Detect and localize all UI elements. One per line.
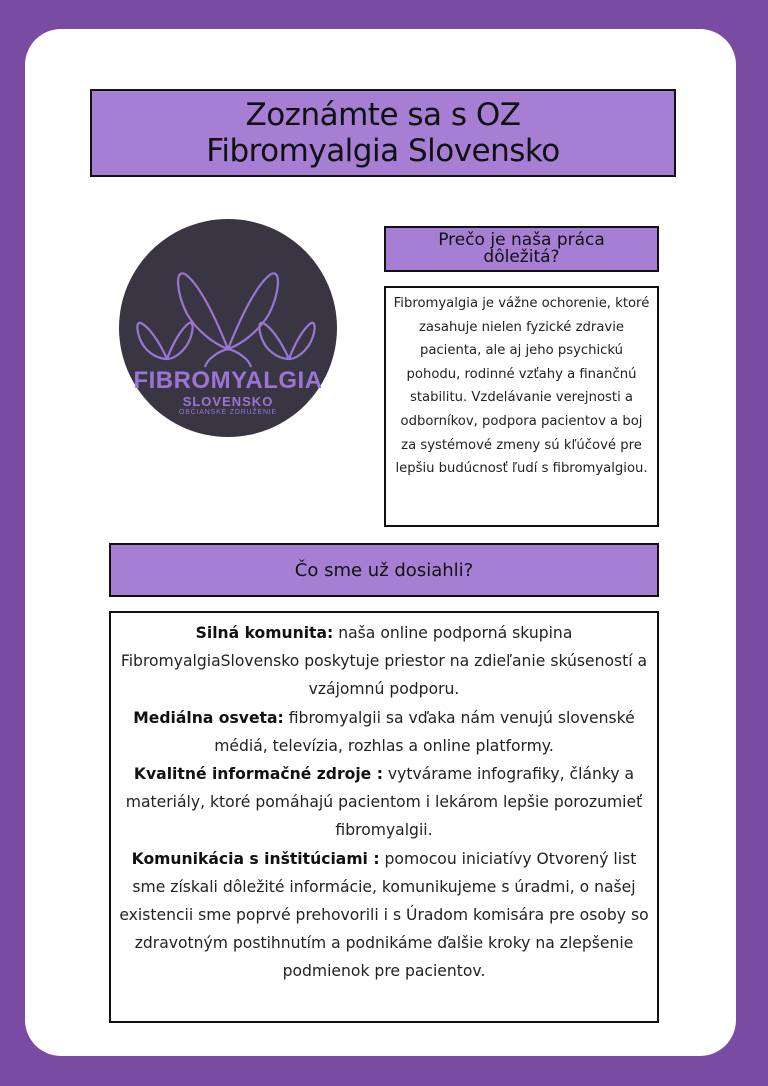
achievement-label: Silná komunita: (195, 624, 334, 642)
why-heading-line-2: dôležitá? (483, 247, 560, 267)
logo-main-text: FIBROMYALGIA (133, 367, 323, 394)
achievement-text: naša online podporná skupina FibromyalgiaSlovensko poskytuje priestor na zdieľanie skúseností a vzájomnú podporu. (120, 624, 648, 699)
achievement-item (115, 760, 653, 845)
title-line-1: Zoznámte sa s OZ (245, 97, 521, 133)
achievement-item (115, 704, 653, 760)
why-heading (384, 226, 659, 272)
logo-tagline: OBČIANSKE ZDRUŽENIE (178, 409, 278, 416)
achievement-text: fibromyalgii sa vďaka nám venujú slovenské médiá, televízia, rozhlas a online platformy. (214, 708, 635, 755)
why-body-text: Fibromyalgia je vážne ochorenie, ktoré zasahuje nielen fyzické zdravie pacienta, ale aj jeho psychickú pohodu, rodinné vzťahy a finančnú stabilitu. Vzdelávanie verejnosti a odborníkov, podpora pacientov a boj za systémové zmeny sú kľúčové pre lepšiu budúcnosť ľudí s fibromyalgiou. (384, 286, 659, 527)
achievement-label: Komunikácia s inštitúciami : (131, 849, 380, 868)
title-line-2: Fibromyalgia Slovensko (206, 133, 560, 169)
achievement-label: Kvalitné informačné zdroje : (133, 765, 383, 784)
why-heading-line-1: Prečo je naša práca (438, 230, 605, 250)
achievement-text: pomocou iniciatívy Otvorený list sme získali dôležité informácie, komunikujeme s úradmi, o našej existencii sme poprvé prehovorili i s Úradom komisára pre osoby so zdravotným postihnutím a podnikáme ďalšie kroky na zlepšenie podmienok pre pacientov. (119, 849, 649, 981)
achievements-list (109, 611, 659, 1023)
page-title (90, 89, 676, 177)
achievement-label: Mediálna osveta: (133, 708, 284, 727)
achievement-item (115, 619, 653, 704)
organization-logo (119, 219, 337, 437)
logo-sub-text: SLOVENSKO (182, 394, 274, 409)
achievements-heading: Čo sme už dosiahli? (109, 543, 659, 597)
achievement-item (115, 845, 653, 986)
achievement-text: vytvárame infografiky, články a materiály, ktoré pomáhajú pacientom i lekárom lepšie porozumieť fibromyalgii. (125, 765, 643, 840)
